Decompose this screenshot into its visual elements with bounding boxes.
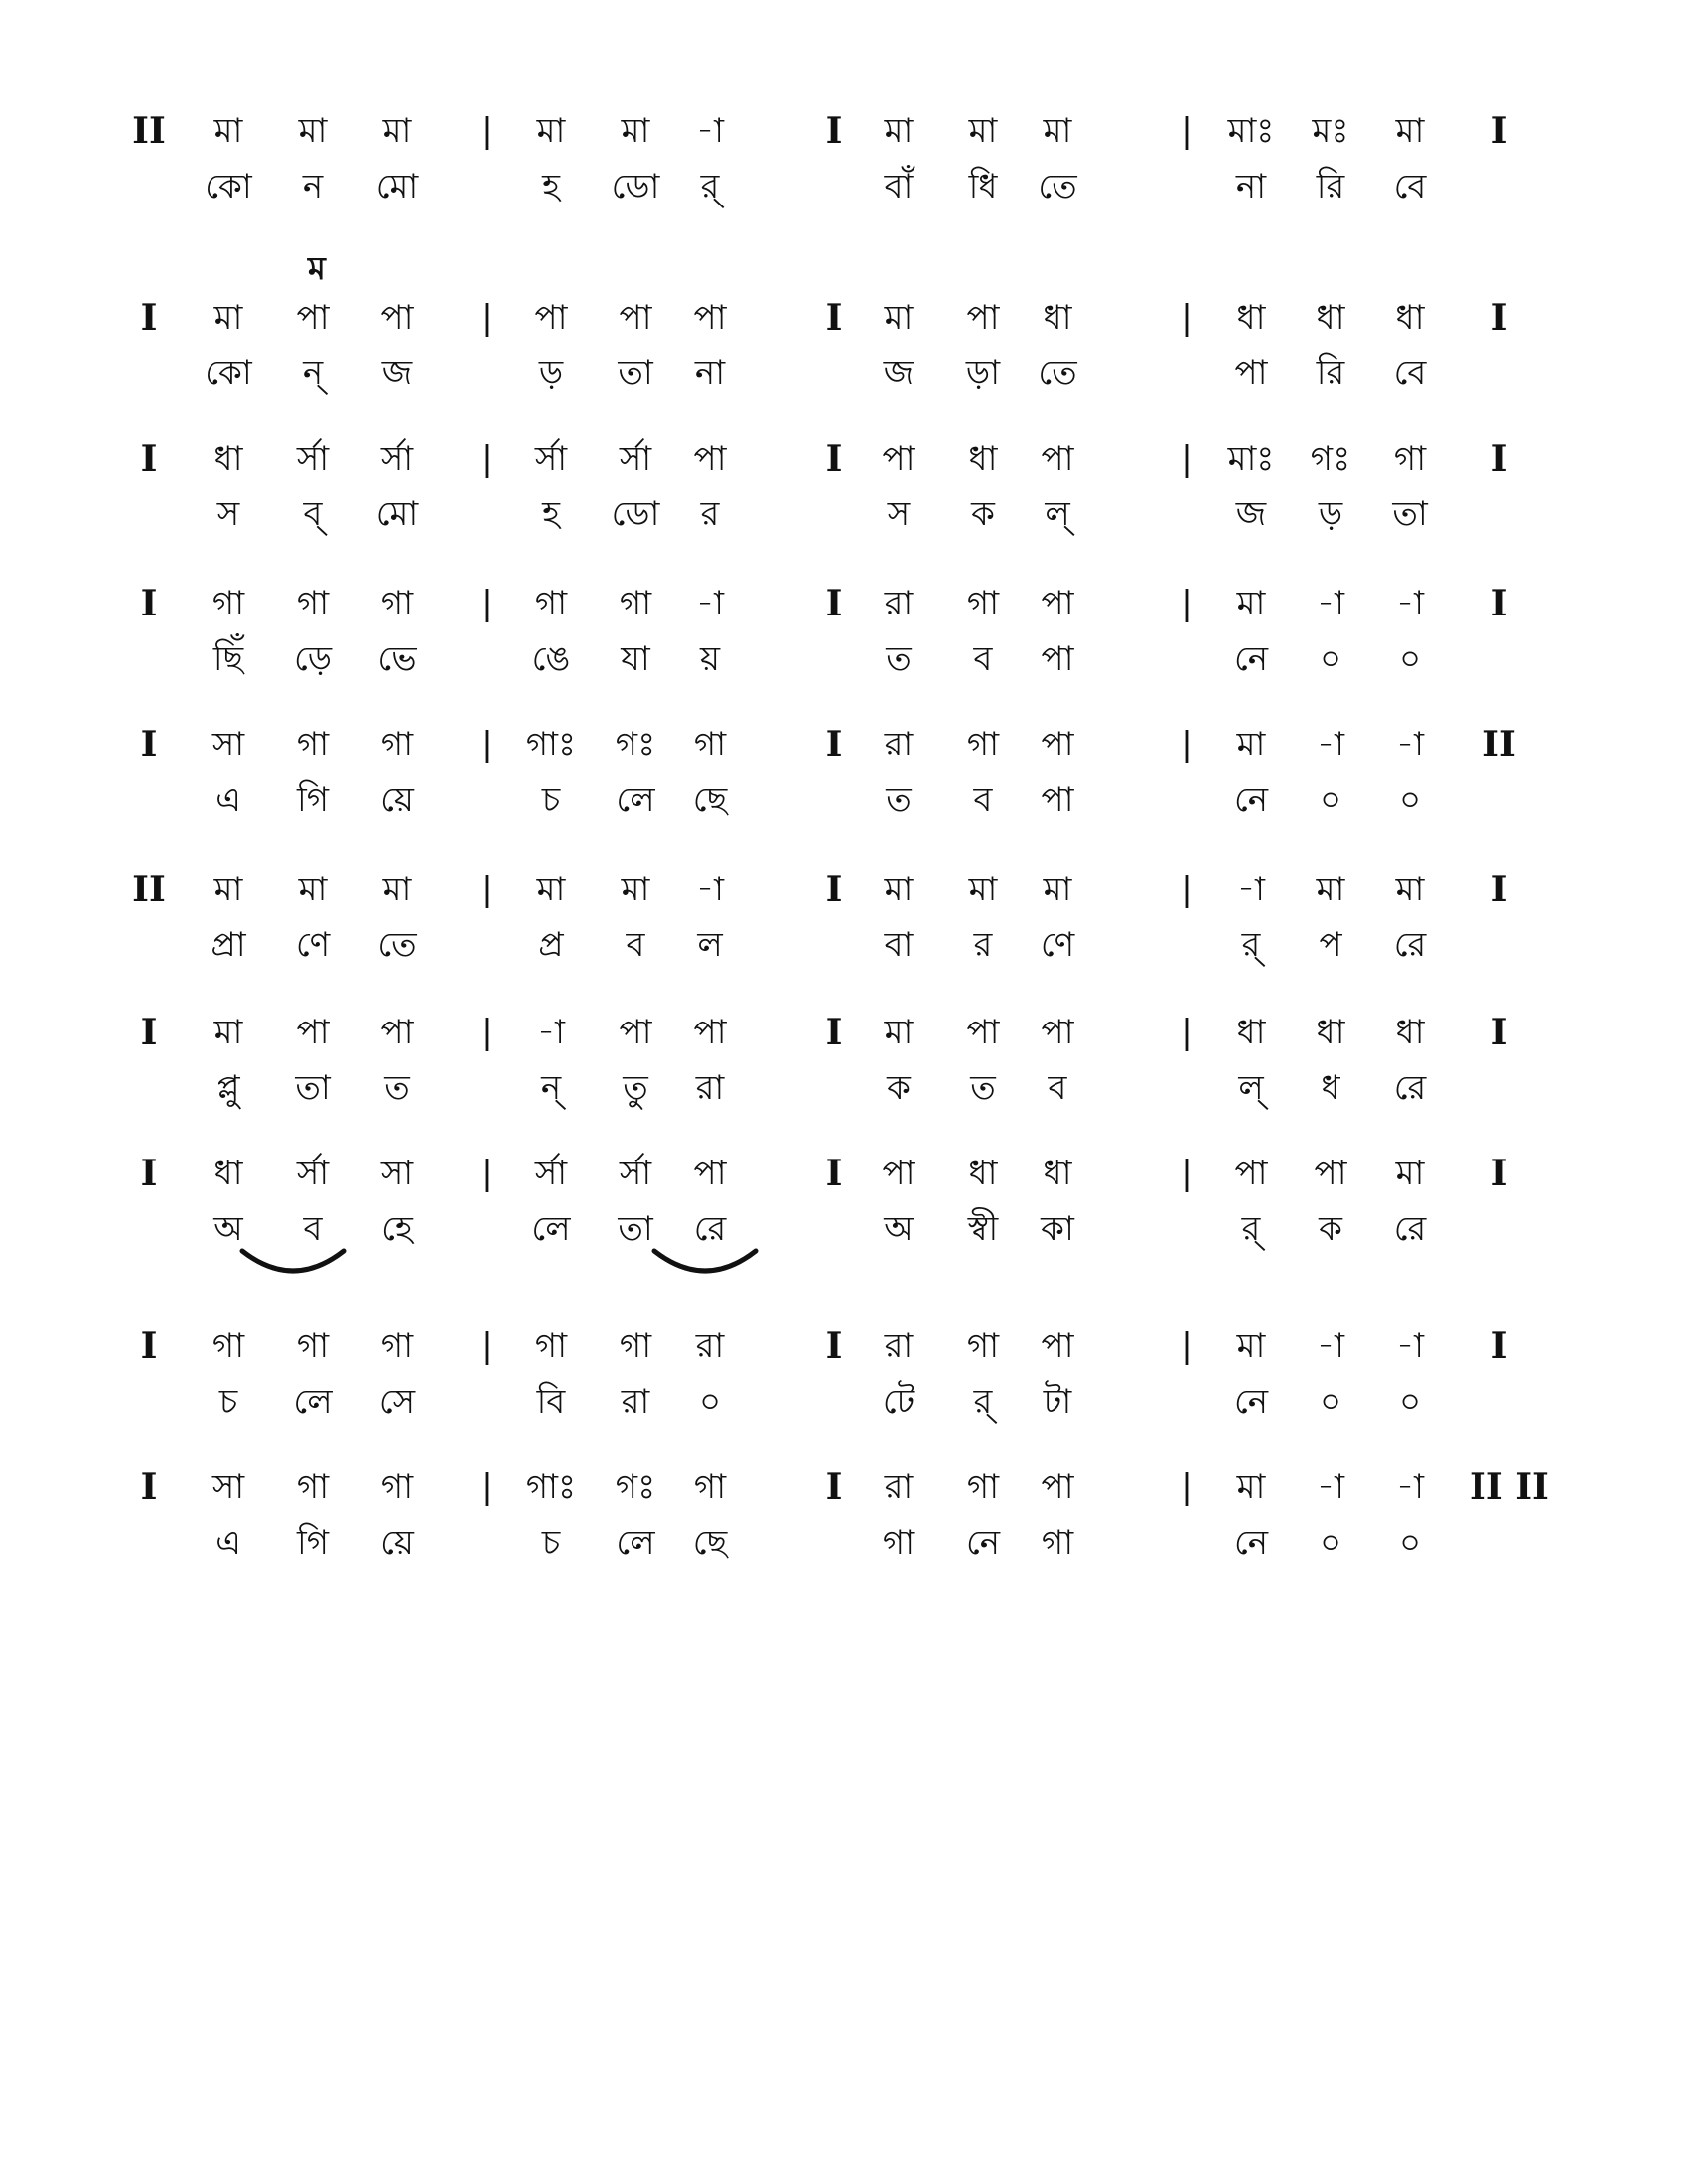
lyric-syllable: স (887, 494, 911, 534)
lyric-syllable: রে (1393, 925, 1427, 965)
lyric-syllable: ০ (1319, 1382, 1342, 1422)
slur-arc (650, 1245, 760, 1285)
measure-divider: I (825, 1153, 843, 1194)
measure-divider: I (825, 110, 843, 152)
beat-divider: | (481, 1467, 492, 1507)
swara-note: ধা (1236, 1013, 1266, 1052)
beat-divider: | (481, 439, 492, 478)
lyric-syllable: লে (616, 1523, 655, 1563)
lyric-syllable: অ (884, 1209, 914, 1249)
lyric-syllable: পা (1041, 639, 1074, 679)
swara-note: মা (968, 111, 998, 151)
swara-note: মা (1395, 1154, 1425, 1193)
swara-note: গঃ (615, 1467, 656, 1507)
swara-note: পা (1234, 1154, 1268, 1193)
lyric-syllable: যা (621, 639, 650, 679)
swara-note: গা (966, 725, 1000, 764)
swara-note: মা (621, 111, 650, 151)
lyric-syllable: মো (375, 167, 419, 206)
lyric-syllable: ক (971, 494, 995, 534)
lyric-syllable: ড়া (965, 353, 1001, 393)
lyric-syllable: গি (296, 780, 329, 820)
lyric-syllable: রি (1316, 167, 1345, 206)
swara-note: গা (380, 1467, 414, 1507)
lyric-syllable: পা (1234, 353, 1268, 393)
swara-note: গা (966, 1467, 1000, 1507)
swara-note: মা (1043, 870, 1072, 909)
swara-note: পা (619, 298, 652, 338)
lyric-syllable: ০ (1398, 1523, 1422, 1563)
swara-note: পা (1041, 584, 1074, 623)
lyric-syllable: রা (621, 1382, 650, 1422)
beat-divider: | (1181, 725, 1193, 764)
swara-note: গা (211, 584, 245, 623)
beat-divider: | (1181, 111, 1193, 151)
end-barline: I (1490, 1153, 1508, 1194)
swara-note: র্সা (296, 439, 330, 478)
lyric-syllable: কা (1041, 1209, 1074, 1249)
lyric-syllable: রা (695, 1068, 725, 1108)
swara-note: -া (1317, 1467, 1344, 1507)
lyric-syllable: বে (1393, 353, 1427, 393)
lyric-syllable: গা (882, 1523, 915, 1563)
swara-note: গা (693, 1467, 727, 1507)
swara-note: গা (296, 1467, 330, 1507)
lyric-syllable: ত (384, 1068, 410, 1108)
lyric-syllable: চ (218, 1382, 238, 1422)
lyric-syllable: ব (973, 780, 993, 820)
end-barline: I (1490, 583, 1508, 624)
swara-note: ধা (213, 439, 243, 478)
lyric-syllable: তু (623, 1068, 648, 1108)
lyric-syllable: ০ (1319, 639, 1342, 679)
lyric-syllable: বাঁ (884, 167, 914, 206)
beat-divider: | (481, 298, 492, 338)
swara-note: ধা (1316, 298, 1345, 338)
swara-note: পা (619, 1013, 652, 1052)
lyric-syllable: তা (1392, 494, 1428, 534)
lyric-syllable: ব (303, 1209, 323, 1249)
lyric-syllable: ন (302, 167, 324, 206)
swara-note: গাঃ (525, 1467, 577, 1507)
lyric-syllable: ০ (698, 1382, 722, 1422)
swara-note: মা (536, 870, 566, 909)
lyric-syllable: ল্‌ (1045, 494, 1070, 534)
swara-note: পা (693, 1013, 727, 1052)
lyric-syllable: টে (882, 1382, 915, 1422)
swara-note: মাঃ (1227, 111, 1275, 151)
swara-note: পা (1041, 725, 1074, 764)
lyric-syllable: ণে (1040, 925, 1075, 965)
start-barline: I (140, 1153, 158, 1194)
lyric-syllable: তা (618, 353, 653, 393)
swara-note: ধা (1236, 298, 1266, 338)
measure-divider: I (825, 583, 843, 624)
swara-note: গা (534, 584, 568, 623)
swara-note: সা (211, 1467, 245, 1507)
swara-note: গাঃ (525, 725, 577, 764)
swara-note: র্সা (534, 1154, 568, 1193)
end-barline: II (1482, 724, 1516, 765)
swara-note: ধা (1395, 1013, 1425, 1052)
lyric-syllable: ছে (692, 780, 728, 820)
lyric-syllable: রি (1316, 353, 1345, 393)
end-barline: I (1490, 869, 1508, 910)
lyric-syllable: ব্‌ (303, 494, 323, 534)
lyric-syllable: কো (205, 353, 252, 393)
lyric-syllable: বি (536, 1382, 566, 1422)
lyric-syllable: এ (215, 1523, 241, 1563)
swara-note: -া (1317, 725, 1344, 764)
beat-divider: | (1181, 1326, 1193, 1366)
swara-note: মা (298, 111, 328, 151)
swara-note: মা (298, 870, 328, 909)
start-barline: I (140, 1012, 158, 1053)
swara-note: মা (884, 870, 914, 909)
lyric-syllable: লে (616, 780, 655, 820)
lyric-syllable: জ (883, 353, 914, 393)
swara-note: মা (1316, 870, 1345, 909)
lyric-syllable: নে (965, 1523, 1001, 1563)
swara-note: ধা (968, 1154, 998, 1193)
lyric-syllable: ত (970, 1068, 996, 1108)
lyric-syllable: ছিঁ (212, 639, 244, 679)
lyric-syllable: ডো (611, 494, 660, 534)
swara-note: রা (884, 725, 914, 764)
swara-note: মা (884, 111, 914, 151)
swara-note: পা (534, 298, 568, 338)
lyric-syllable: ল্‌ (1238, 1068, 1264, 1108)
lyric-syllable: না (694, 353, 726, 393)
swara-note: পা (693, 1154, 727, 1193)
lyric-syllable: স্বী (967, 1209, 999, 1249)
swara-note: গঃ (1310, 439, 1351, 478)
lyric-syllable: র্‌ (700, 167, 720, 206)
end-barline: I (1490, 297, 1508, 339)
beat-divider: | (1181, 298, 1193, 338)
swara-note: পা (693, 298, 727, 338)
lyric-syllable: পা (1041, 780, 1074, 820)
lyric-syllable: জ (1235, 494, 1267, 534)
swara-note: র্সা (296, 1154, 330, 1193)
swara-note: সা (380, 1154, 414, 1193)
grace-note-superscript: ম (308, 249, 326, 287)
swara-note: র্সা (380, 439, 414, 478)
beat-divider: | (481, 1154, 492, 1193)
beat-divider: | (1181, 1467, 1193, 1507)
swara-note: মা (213, 111, 243, 151)
swara-note: মা (1236, 725, 1266, 764)
swara-note: মা (382, 111, 412, 151)
lyric-syllable: জ (381, 353, 413, 393)
start-barline: I (140, 297, 158, 339)
swara-note: গা (619, 584, 652, 623)
lyric-syllable: ০ (1398, 1382, 1422, 1422)
swara-note: -া (1396, 725, 1424, 764)
lyric-syllable: র্‌ (973, 1382, 993, 1422)
swara-note: গা (380, 725, 414, 764)
lyric-syllable: নে (1233, 1523, 1269, 1563)
end-barline: I (1490, 1012, 1508, 1053)
lyric-syllable: ছে (692, 1523, 728, 1563)
swara-note: পা (966, 298, 1000, 338)
measure-divider: I (825, 724, 843, 765)
lyric-syllable: মো (375, 494, 419, 534)
lyric-syllable: য় (699, 639, 721, 679)
swara-note: ধা (1043, 298, 1072, 338)
swara-note: মা (1395, 870, 1425, 909)
beat-divider: | (1181, 1154, 1193, 1193)
measure-divider: I (825, 438, 843, 479)
swara-note: মা (213, 870, 243, 909)
beat-divider: | (1181, 1013, 1193, 1052)
swara-note: রা (695, 1326, 725, 1366)
lyric-syllable: ০ (1319, 780, 1342, 820)
lyric-syllable: প (1319, 925, 1342, 965)
swara-note: -া (537, 1013, 565, 1052)
beat-divider: | (1181, 584, 1193, 623)
swara-note: -া (1396, 1326, 1424, 1366)
end-barline: I (1490, 110, 1508, 152)
swara-note: -া (1396, 584, 1424, 623)
beat-divider: | (481, 1326, 492, 1366)
lyric-syllable: য়ে (380, 780, 414, 820)
swara-note: গা (534, 1326, 568, 1366)
swara-note: -া (696, 584, 724, 623)
lyric-syllable: প্র (538, 925, 564, 965)
swara-note: পা (882, 1154, 915, 1193)
swara-note: ধা (1043, 1154, 1072, 1193)
lyric-syllable: ন্‌ (302, 353, 324, 393)
start-barline: I (140, 724, 158, 765)
lyric-syllable: নে (1233, 1382, 1269, 1422)
lyric-syllable: বে (1393, 167, 1427, 206)
swara-note: মা (1236, 1467, 1266, 1507)
lyric-syllable: ল (697, 925, 723, 965)
swara-note: পা (380, 1013, 414, 1052)
lyric-syllable: হ (542, 167, 560, 206)
start-barline: I (140, 1325, 158, 1367)
lyric-syllable: ড় (1318, 494, 1343, 534)
lyric-syllable: র (973, 925, 993, 965)
lyric-syllable: নে (1233, 780, 1269, 820)
lyric-syllable: চ (541, 780, 561, 820)
lyric-syllable: ব (1048, 1068, 1067, 1108)
lyric-syllable: তা (618, 1209, 653, 1249)
swara-note: গা (296, 584, 330, 623)
swara-note: -া (1317, 1326, 1344, 1366)
lyric-syllable: ত (886, 639, 912, 679)
lyric-syllable: র্‌ (1241, 1209, 1261, 1249)
swara-note: মা (382, 870, 412, 909)
swara-note: পা (296, 1013, 330, 1052)
lyric-syllable: ঙে (531, 639, 571, 679)
lyric-syllable: র (700, 494, 720, 534)
lyric-syllable: সে (378, 1382, 416, 1422)
measure-divider: I (825, 1466, 843, 1508)
lyric-syllable: ব (626, 925, 645, 965)
lyric-syllable: প্লু (216, 1068, 240, 1108)
measure-divider: I (825, 1012, 843, 1053)
start-barline: I (140, 583, 158, 624)
slur-arc (238, 1245, 348, 1285)
swara-note: পা (1041, 1467, 1074, 1507)
measure-divider: I (825, 297, 843, 339)
swara-note: ধা (968, 439, 998, 478)
beat-divider: | (481, 870, 492, 909)
swara-note: মা (884, 298, 914, 338)
swara-note: গা (211, 1326, 245, 1366)
lyric-syllable: ন্‌ (540, 1068, 562, 1108)
swara-note: মা (968, 870, 998, 909)
swara-note: গা (296, 725, 330, 764)
end-barline: II II (1470, 1466, 1549, 1508)
swara-note: মঃ (1312, 111, 1349, 151)
swara-note: পা (296, 298, 330, 338)
lyric-syllable: ব (973, 639, 993, 679)
lyric-syllable: গি (296, 1523, 329, 1563)
swara-note: মা (621, 870, 650, 909)
swara-note: মাঃ (1227, 439, 1275, 478)
lyric-syllable: রে (1393, 1068, 1427, 1108)
start-barline: II (132, 869, 166, 910)
swara-note: পা (966, 1013, 1000, 1052)
measure-divider: I (825, 869, 843, 910)
lyric-syllable: অ (213, 1209, 243, 1249)
swara-note: রা (884, 1326, 914, 1366)
swara-note: র্সা (534, 439, 568, 478)
swara-note: পা (1041, 439, 1074, 478)
swara-note: গা (380, 1326, 414, 1366)
lyric-syllable: ধি (968, 167, 998, 206)
swara-note: পা (1314, 1154, 1347, 1193)
swara-note: র্সা (619, 1154, 652, 1193)
beat-divider: | (481, 111, 492, 151)
swara-note: -া (1396, 1467, 1424, 1507)
swara-note: পা (882, 439, 915, 478)
swara-note: -া (696, 111, 724, 151)
lyric-syllable: ক (1319, 1209, 1342, 1249)
lyric-syllable: এ (215, 780, 241, 820)
lyric-syllable: তে (377, 925, 417, 965)
swara-note: মা (1395, 111, 1425, 151)
lyric-syllable: লে (293, 1382, 333, 1422)
swara-note: পা (380, 298, 414, 338)
lyric-syllable: তে (1038, 167, 1077, 206)
lyric-syllable: ০ (1398, 639, 1422, 679)
lyric-syllable: ড় (538, 353, 564, 393)
lyric-syllable: চ (541, 1523, 561, 1563)
swara-note: মা (213, 298, 243, 338)
swara-note: রা (884, 584, 914, 623)
lyric-syllable: প্রা (211, 925, 246, 965)
swara-note: মা (884, 1013, 914, 1052)
swara-note: মা (536, 111, 566, 151)
swara-note: গা (966, 584, 1000, 623)
start-barline: I (140, 438, 158, 479)
swara-note: ধা (1395, 298, 1425, 338)
beat-divider: | (1181, 439, 1193, 478)
swara-note: পা (1041, 1013, 1074, 1052)
lyric-syllable: ড়ে (293, 639, 333, 679)
lyric-syllable: হ (542, 494, 560, 534)
lyric-syllable: রে (1393, 1209, 1427, 1249)
lyric-syllable: টা (1043, 1382, 1072, 1422)
swara-note: গা (693, 725, 727, 764)
lyric-syllable: নে (1233, 639, 1269, 679)
swara-note: মা (1236, 584, 1266, 623)
start-barline: I (140, 1466, 158, 1508)
lyric-syllable: তে (1038, 353, 1077, 393)
swara-note: -া (1317, 584, 1344, 623)
lyric-syllable: না (1235, 167, 1267, 206)
end-barline: I (1490, 438, 1508, 479)
lyric-syllable: ক (887, 1068, 911, 1108)
swara-note: মা (213, 1013, 243, 1052)
lyric-syllable: ০ (1398, 780, 1422, 820)
swara-note: গা (619, 1326, 652, 1366)
swara-note: ধা (1316, 1013, 1345, 1052)
lyric-syllable: গা (1041, 1523, 1074, 1563)
swara-note: -া (696, 870, 724, 909)
lyric-syllable: ০ (1319, 1523, 1342, 1563)
swara-note: মা (1236, 1326, 1266, 1366)
lyric-syllable: বা (884, 925, 914, 965)
swara-note: পা (1041, 1326, 1074, 1366)
beat-divider: | (1181, 870, 1193, 909)
lyric-syllable: ধ (1321, 1068, 1340, 1108)
lyric-syllable: তা (295, 1068, 331, 1108)
lyric-syllable: লে (531, 1209, 571, 1249)
swara-note: ধা (213, 1154, 243, 1193)
beat-divider: | (481, 1013, 492, 1052)
end-barline: I (1490, 1325, 1508, 1367)
swara-note: রা (884, 1467, 914, 1507)
swara-note: পা (693, 439, 727, 478)
lyric-syllable: রে (693, 1209, 727, 1249)
swara-note: সা (211, 725, 245, 764)
beat-divider: | (481, 584, 492, 623)
swara-note: -া (1237, 870, 1265, 909)
lyric-syllable: কো (205, 167, 252, 206)
swara-note: গা (966, 1326, 1000, 1366)
swara-note: গঃ (615, 725, 656, 764)
lyric-syllable: য়ে (380, 1523, 414, 1563)
beat-divider: | (481, 725, 492, 764)
lyric-syllable: স (216, 494, 240, 534)
swara-note: গা (1393, 439, 1427, 478)
start-barline: II (132, 110, 166, 152)
swara-note: গা (296, 1326, 330, 1366)
lyric-syllable: ভে (377, 639, 417, 679)
swara-note: মা (1043, 111, 1072, 151)
lyric-syllable: র্‌ (1241, 925, 1261, 965)
lyric-syllable: ত (886, 780, 912, 820)
measure-divider: I (825, 1325, 843, 1367)
swara-note: র্সা (619, 439, 652, 478)
swara-note: গা (380, 584, 414, 623)
lyric-syllable: ডো (611, 167, 660, 206)
lyric-syllable: ণে (295, 925, 331, 965)
lyric-syllable: হে (381, 1209, 413, 1249)
